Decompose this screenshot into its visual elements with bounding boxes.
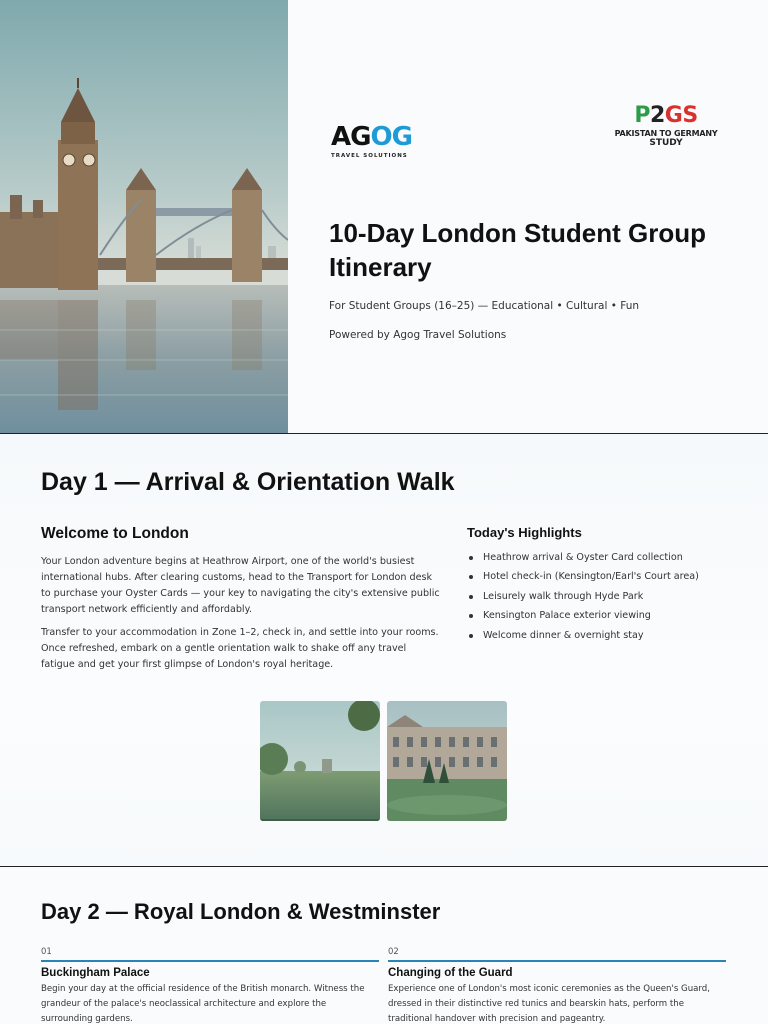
london-hero-image: [0, 0, 288, 434]
day2-item-1: [41, 947, 379, 1024]
day2-title: Day 2 — Royal London & Westminster: [41, 899, 441, 924]
cover-title: 10-Day London Student Group Itinerary: [329, 218, 706, 282]
agog-logo-part2: OG: [370, 122, 412, 152]
item-text: Experience one of London's most iconic ceremonies as the Queen's Guard, dressed in their distinctive red tunics and bearskin hats, perform the traditional handover with precision and pageantry.: [388, 984, 710, 1024]
hyde-park-photo: [260, 701, 380, 821]
cover-slide: [0, 0, 768, 434]
welcome-heading: Welcome to London: [41, 525, 189, 542]
item-heading: Buckingham Palace: [41, 967, 150, 979]
day1-paragraph-1: Your London adventure begins at Heathrow Airport, one of the world's busiest international hubs. After clearing customs, head to the Transport for London desk to purchase your Oyster Cards — your key to navigating the city's extensive public transport network efficiently and affordably.: [41, 556, 440, 615]
p2gs-logo-gs: GS: [664, 103, 698, 128]
day1-title: Day 1 — Arrival & Orientation Walk: [41, 468, 455, 496]
cover-subtitle: For Student Groups (16–25) — Educational • Cultural • Fun: [329, 300, 640, 312]
list-item: Kensington Palace exterior viewing: [467, 608, 699, 627]
p2gs-logo-line2: STUDY: [649, 138, 683, 148]
day2-slide: [0, 867, 768, 1024]
item-text: Begin your day at the official residence of the British monarch. Witness the grandeur of the palace's neoclassical architecture and explore the surrounding gardens.: [41, 984, 365, 1024]
item-heading: Changing of the Guard: [388, 967, 513, 979]
p2gs-logo-two: 2: [649, 103, 665, 128]
day1-slide: [0, 434, 768, 867]
list-item: Hotel check-in (Kensington/Earl's Court area): [467, 569, 699, 588]
agog-logo-part1: AG: [331, 122, 371, 152]
agog-logo: [331, 124, 415, 164]
kensington-palace-photo: [387, 701, 507, 821]
list-item: Heathrow arrival & Oyster Card collection: [467, 550, 699, 569]
p2gs-logo: [606, 104, 726, 164]
powered-by-text: Powered by Agog Travel Solutions: [329, 329, 507, 341]
list-item: Leisurely walk through Hyde Park: [467, 589, 699, 608]
list-item: Welcome dinner & overnight stay: [467, 628, 699, 647]
p2gs-logo-line1: PAKISTAN TO GERMANY: [614, 129, 718, 138]
highlights-list: [467, 550, 699, 647]
day1-paragraph-2: Transfer to your accommodation in Zone 1–2, check in, and settle into your rooms. Once refreshed, embark on a gentle orientation walk to shake off any travel fatigue and get your first glimpse of London's royal heritage.: [41, 627, 439, 670]
day2-item-2: [388, 947, 726, 1024]
agog-logo-subtitle: TRAVEL SOLUTIONS: [331, 153, 408, 159]
item-number: 02: [388, 947, 726, 962]
highlights-heading: Today's Highlights: [467, 525, 582, 540]
item-number: 01: [41, 947, 379, 962]
p2gs-logo-p: P: [634, 103, 650, 128]
